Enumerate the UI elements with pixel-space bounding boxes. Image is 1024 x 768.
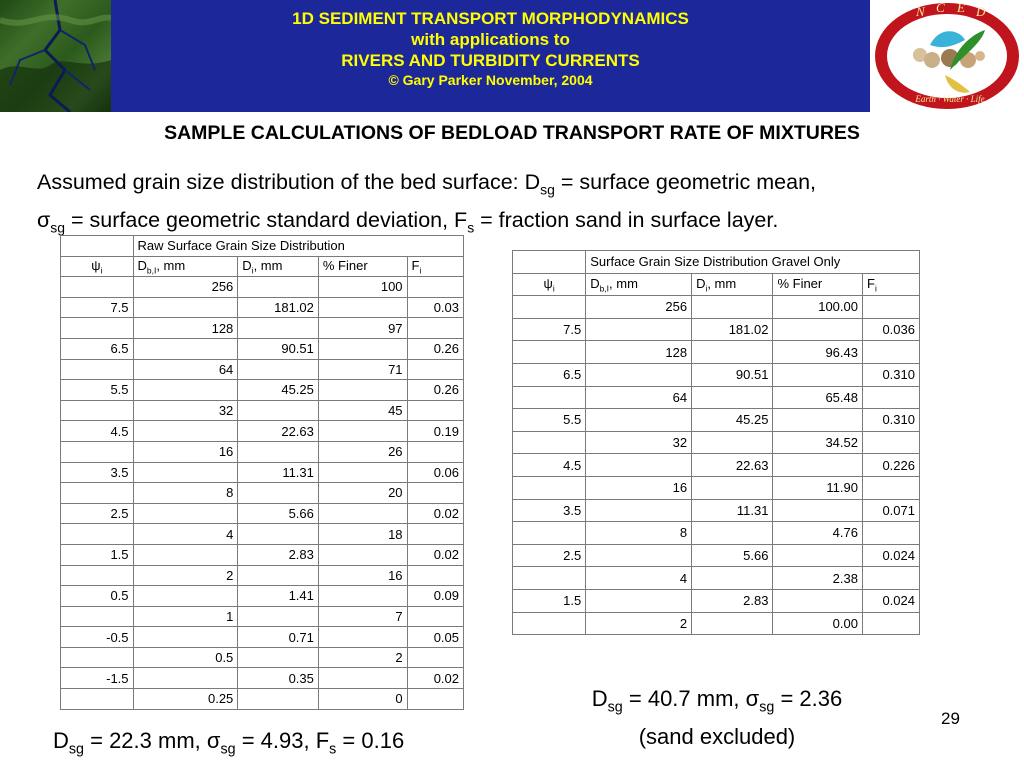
table-cell xyxy=(133,627,238,648)
logo-letter-n: N xyxy=(916,4,925,19)
table-cell: 0.5 xyxy=(61,586,134,607)
column-header xyxy=(773,273,863,296)
table-row xyxy=(61,586,464,607)
table-cell: 16 xyxy=(586,476,692,499)
column-header-main: F xyxy=(866,275,875,291)
table-cell xyxy=(238,359,319,380)
intro-part: = surface geometric mean, xyxy=(554,170,816,194)
table-cell xyxy=(692,386,773,409)
table-cell xyxy=(318,668,407,689)
table-cell xyxy=(61,236,134,257)
page-number: 29 xyxy=(941,709,960,728)
table-cell: 45.25 xyxy=(238,380,319,401)
table-cell: 32 xyxy=(133,400,238,421)
column-header-sub: b,I xyxy=(146,265,157,276)
table-cell: 90.51 xyxy=(238,338,319,359)
table-cell: 100 xyxy=(318,277,407,298)
table-cell xyxy=(238,524,319,545)
table-cell xyxy=(692,612,773,635)
table-cell xyxy=(692,341,773,364)
sigma-symbol: σ xyxy=(745,686,760,711)
table-cell xyxy=(862,476,919,499)
table-cell xyxy=(238,400,319,421)
table-cell: 16 xyxy=(318,565,407,586)
table-cell xyxy=(318,627,407,648)
table-cell: 5.5 xyxy=(61,380,134,401)
table-row xyxy=(61,668,464,689)
table-cell: 0 xyxy=(318,689,407,710)
intro-part: Assumed grain size distribution of the bed surface: D xyxy=(37,170,541,194)
intro-part: = surface geometric standard deviation, F xyxy=(65,208,468,233)
table-cell xyxy=(318,462,407,483)
column-header-main: % Finer xyxy=(777,275,823,291)
logo-letter-d: D xyxy=(976,4,986,19)
table-row xyxy=(61,627,464,648)
table-title-row xyxy=(513,251,920,274)
table-cell xyxy=(773,499,863,522)
table-cell xyxy=(407,565,463,586)
table-row xyxy=(513,431,920,454)
table-title-row xyxy=(61,236,464,257)
table-cell: 5.66 xyxy=(692,544,773,567)
table-row xyxy=(513,454,920,477)
table-row xyxy=(61,503,464,524)
banner-line-2: with applications to xyxy=(411,30,570,49)
intro-sub: sg xyxy=(50,219,66,236)
table-cell: 18 xyxy=(318,524,407,545)
sigma-symbol: σ xyxy=(37,208,51,233)
column-header-main: F xyxy=(411,257,420,273)
table-cell xyxy=(61,318,134,339)
table-title: Raw Surface Grain Size Distribution xyxy=(133,236,463,257)
table-cell: 2.38 xyxy=(773,567,863,590)
summary-note: (sand excluded) xyxy=(638,724,796,750)
table-cell: 7 xyxy=(318,606,407,627)
summary-sub: sg xyxy=(68,741,84,758)
table-cell: 20 xyxy=(318,483,407,504)
gravel-summary xyxy=(517,684,917,751)
table-header-row xyxy=(61,256,464,277)
table-row xyxy=(61,441,464,462)
table-cell: 45 xyxy=(318,400,407,421)
table-cell xyxy=(238,441,319,462)
table-cell: 4.5 xyxy=(513,454,586,477)
table-cell: 1.41 xyxy=(238,586,319,607)
table-cell xyxy=(61,359,134,380)
table-cell: 22.63 xyxy=(692,454,773,477)
table-row xyxy=(513,386,920,409)
table-cell xyxy=(318,421,407,442)
table-cell: 181.02 xyxy=(238,297,319,318)
table-cell: 2.83 xyxy=(692,589,773,612)
table-cell xyxy=(133,586,238,607)
column-header xyxy=(862,273,919,296)
table-cell xyxy=(133,380,238,401)
summary-sub: sg xyxy=(220,741,236,758)
table-row xyxy=(61,421,464,442)
table-cell: 0.05 xyxy=(407,627,463,648)
table-cell xyxy=(61,483,134,504)
column-header-tail: , mm xyxy=(253,257,283,273)
table-cell xyxy=(692,476,773,499)
column-header xyxy=(238,256,319,277)
table-cell xyxy=(513,522,586,545)
table-row xyxy=(61,606,464,627)
table-cell: 0.5 xyxy=(133,647,238,668)
table-cell: 97 xyxy=(318,318,407,339)
column-header-sub: i xyxy=(251,265,254,276)
summary-part: D xyxy=(591,686,608,711)
table-cell: 3.5 xyxy=(513,499,586,522)
table-cell xyxy=(692,431,773,454)
table-cell xyxy=(133,668,238,689)
table-cell xyxy=(318,338,407,359)
column-header-main: D xyxy=(590,275,600,291)
table-row xyxy=(513,318,920,341)
table-cell: 32 xyxy=(586,431,692,454)
table-cell xyxy=(407,483,463,504)
summary-part: = 22.3 mm, xyxy=(84,728,207,753)
raw-distribution-table xyxy=(60,235,464,710)
table-cell: 4.5 xyxy=(61,421,134,442)
table-cell: 256 xyxy=(133,277,238,298)
column-header-main: D xyxy=(242,257,252,273)
table-cell: 65.48 xyxy=(773,386,863,409)
table-row xyxy=(61,338,464,359)
column-header-tail: , mm xyxy=(156,257,186,273)
table-cell xyxy=(513,341,586,364)
table-cell: 0.09 xyxy=(407,586,463,607)
table-row xyxy=(61,359,464,380)
column-header-main: ψ xyxy=(91,257,101,273)
table-cell: 0.71 xyxy=(238,627,319,648)
table-cell xyxy=(407,441,463,462)
table-cell xyxy=(61,277,134,298)
table-cell xyxy=(773,363,863,386)
table-cell xyxy=(862,567,919,590)
table-cell xyxy=(133,421,238,442)
table-cell: 1.5 xyxy=(513,589,586,612)
table-cell xyxy=(318,586,407,607)
table-cell xyxy=(407,647,463,668)
table-cell: 7.5 xyxy=(513,318,586,341)
column-header xyxy=(318,256,407,277)
summary-part: = 0.16 xyxy=(336,728,405,753)
table-row xyxy=(513,476,920,499)
table-cell xyxy=(513,431,586,454)
table-cell xyxy=(238,647,319,668)
table-row xyxy=(513,341,920,364)
table-cell: 256 xyxy=(586,296,692,319)
satellite-delta-image xyxy=(0,0,111,112)
banner-title-block xyxy=(111,0,870,112)
table-cell: 0.071 xyxy=(862,499,919,522)
table-row xyxy=(513,544,920,567)
raw-summary xyxy=(53,728,404,757)
summary-part: = 40.7 mm, xyxy=(622,686,746,711)
table-row xyxy=(61,400,464,421)
column-header xyxy=(61,256,134,277)
table-cell xyxy=(61,606,134,627)
nced-logo xyxy=(870,0,1024,112)
table-cell: 90.51 xyxy=(692,363,773,386)
table-cell: 4 xyxy=(586,567,692,590)
table-cell: 0.02 xyxy=(407,668,463,689)
table-row xyxy=(61,565,464,586)
table-row xyxy=(61,297,464,318)
table-cell xyxy=(61,400,134,421)
column-header-main: D xyxy=(137,257,147,273)
table-cell: 2 xyxy=(318,647,407,668)
table-cell xyxy=(586,544,692,567)
column-header-sub: i xyxy=(874,283,877,294)
table-cell xyxy=(318,544,407,565)
table-row xyxy=(513,296,920,319)
table-cell xyxy=(862,612,919,635)
table-cell xyxy=(407,606,463,627)
table-cell: 3.5 xyxy=(61,462,134,483)
table-row xyxy=(61,462,464,483)
table-cell: 0.19 xyxy=(407,421,463,442)
column-header-sub: i xyxy=(100,265,103,276)
summary-part: = 2.36 xyxy=(774,686,843,711)
table-cell: 0.024 xyxy=(862,544,919,567)
table-cell xyxy=(407,524,463,545)
column-header xyxy=(586,273,692,296)
table-cell xyxy=(862,296,919,319)
table-cell xyxy=(133,338,238,359)
column-header-tail: , mm xyxy=(609,275,638,291)
table-cell: 2.5 xyxy=(61,503,134,524)
table-cell: 0.226 xyxy=(862,454,919,477)
table-cell: 5.66 xyxy=(238,503,319,524)
table-row xyxy=(61,380,464,401)
table-cell: 0.310 xyxy=(862,363,919,386)
column-header xyxy=(407,256,463,277)
table-cell: 2.83 xyxy=(238,544,319,565)
table-cell xyxy=(773,409,863,432)
table-row xyxy=(513,522,920,545)
table-cell: 7.5 xyxy=(61,297,134,318)
table-cell: 6.5 xyxy=(513,363,586,386)
table-row xyxy=(61,277,464,298)
table-title: Surface Grain Size Distribution Gravel Only xyxy=(586,251,920,274)
table-cell: 8 xyxy=(133,483,238,504)
table-cell: 0.02 xyxy=(407,503,463,524)
table-row xyxy=(513,589,920,612)
table-row xyxy=(61,647,464,668)
table-cell xyxy=(133,462,238,483)
table-cell xyxy=(692,522,773,545)
table-cell: 4 xyxy=(133,524,238,545)
table-cell: 6.5 xyxy=(61,338,134,359)
gravel-only-distribution-table xyxy=(512,250,920,635)
table-cell xyxy=(862,341,919,364)
table-cell xyxy=(407,318,463,339)
summary-sub: s xyxy=(329,741,337,758)
table-cell: 1.5 xyxy=(61,544,134,565)
table-cell xyxy=(407,359,463,380)
table-cell: 71 xyxy=(318,359,407,380)
table-cell xyxy=(513,386,586,409)
table-cell xyxy=(61,441,134,462)
table-cell: 0.35 xyxy=(238,668,319,689)
logo-motto: Earth · Water · Life xyxy=(915,94,985,104)
table-cell xyxy=(318,380,407,401)
table-cell xyxy=(238,277,319,298)
table-cell: 22.63 xyxy=(238,421,319,442)
column-header xyxy=(133,256,238,277)
logo-letter-c: C xyxy=(936,0,945,15)
table-cell xyxy=(61,565,134,586)
table-cell xyxy=(318,503,407,524)
table-cell: 0.06 xyxy=(407,462,463,483)
table-cell xyxy=(586,363,692,386)
intro-sub: s xyxy=(467,219,475,236)
slide-title: SAMPLE CALCULATIONS OF BEDLOAD TRANSPORT RATE OF MIXTURES xyxy=(164,122,860,144)
table-cell: 0.25 xyxy=(133,689,238,710)
table-row xyxy=(513,363,920,386)
table-cell: 11.90 xyxy=(773,476,863,499)
table-cell: 0.036 xyxy=(862,318,919,341)
table-cell: 128 xyxy=(586,341,692,364)
table-cell xyxy=(586,409,692,432)
column-header-sub: b,I xyxy=(599,283,610,294)
table-cell xyxy=(586,318,692,341)
table-cell xyxy=(862,522,919,545)
column-header-main: ψ xyxy=(543,275,553,291)
table-cell xyxy=(133,503,238,524)
table-row xyxy=(61,544,464,565)
table-cell: 2 xyxy=(133,565,238,586)
table-cell xyxy=(862,431,919,454)
column-header-main: % Finer xyxy=(322,257,368,273)
table-cell xyxy=(513,296,586,319)
table-cell: 8 xyxy=(586,522,692,545)
table-cell: 4.76 xyxy=(773,522,863,545)
table-cell: 64 xyxy=(133,359,238,380)
table-cell: 11.31 xyxy=(238,462,319,483)
table-cell xyxy=(133,297,238,318)
column-header-sub: i xyxy=(419,265,422,276)
table-row xyxy=(61,689,464,710)
table-cell xyxy=(407,277,463,298)
table-cell xyxy=(133,544,238,565)
logo-letter-e: E xyxy=(957,0,965,15)
column-header-sub: i xyxy=(705,283,708,294)
table-row xyxy=(513,567,920,590)
column-header-main: D xyxy=(696,275,706,291)
table-cell: 128 xyxy=(133,318,238,339)
sigma-symbol: σ xyxy=(206,728,221,753)
table-row xyxy=(61,483,464,504)
table-row xyxy=(513,499,920,522)
table-cell xyxy=(773,454,863,477)
table-cell: 11.31 xyxy=(692,499,773,522)
table-cell: 5.5 xyxy=(513,409,586,432)
intro-part: = fraction sand in surface layer. xyxy=(474,208,779,233)
table-cell: -0.5 xyxy=(61,627,134,648)
table-cell xyxy=(586,589,692,612)
column-header-sub: i xyxy=(552,283,555,294)
table-cell: 0.26 xyxy=(407,380,463,401)
table-cell xyxy=(513,251,586,274)
table-cell xyxy=(61,689,134,710)
table-cell xyxy=(407,689,463,710)
table-cell xyxy=(773,544,863,567)
table-cell xyxy=(513,567,586,590)
table-cell: 2 xyxy=(586,612,692,635)
table-cell: 0.024 xyxy=(862,589,919,612)
table-cell xyxy=(318,297,407,318)
table-cell: 45.25 xyxy=(692,409,773,432)
table-cell: 96.43 xyxy=(773,341,863,364)
summary-sub: sg xyxy=(759,699,775,716)
banner-line-3: RIVERS AND TURBIDITY CURRENTS xyxy=(341,51,640,70)
table-cell xyxy=(238,606,319,627)
table-cell xyxy=(238,689,319,710)
table-cell xyxy=(773,589,863,612)
table-cell xyxy=(238,565,319,586)
column-header xyxy=(692,273,773,296)
banner-line-1: 1D SEDIMENT TRANSPORT MORPHODYNAMICS xyxy=(292,9,689,28)
table-row xyxy=(513,612,920,635)
table-cell: 16 xyxy=(133,441,238,462)
table-cell: 0.00 xyxy=(773,612,863,635)
summary-part: = 4.93, F xyxy=(235,728,330,753)
table-cell xyxy=(773,318,863,341)
table-cell: 0.02 xyxy=(407,544,463,565)
table-cell xyxy=(513,476,586,499)
table-cell xyxy=(586,454,692,477)
table-cell xyxy=(513,612,586,635)
banner-copyright: © Gary Parker November, 2004 xyxy=(388,72,593,88)
table-cell: 0.26 xyxy=(407,338,463,359)
table-cell: -1.5 xyxy=(61,668,134,689)
table-cell xyxy=(586,499,692,522)
summary-part: D xyxy=(53,728,69,753)
table-cell xyxy=(238,483,319,504)
table-cell: 0.03 xyxy=(407,297,463,318)
table-cell xyxy=(692,567,773,590)
intro-text xyxy=(37,167,997,244)
table-cell: 26 xyxy=(318,441,407,462)
intro-sub: sg xyxy=(540,181,555,198)
summary-sub: sg xyxy=(607,699,623,716)
header-banner xyxy=(0,0,1024,112)
table-cell xyxy=(238,318,319,339)
table-row xyxy=(513,409,920,432)
table-cell: 34.52 xyxy=(773,431,863,454)
table-cell: 64 xyxy=(586,386,692,409)
table-cell: 181.02 xyxy=(692,318,773,341)
table-cell: 1 xyxy=(133,606,238,627)
table-row xyxy=(61,524,464,545)
table-cell: 2.5 xyxy=(513,544,586,567)
column-header-tail: , mm xyxy=(707,275,737,291)
table-cell xyxy=(61,524,134,545)
table-cell: 100.00 xyxy=(773,296,863,319)
column-header xyxy=(513,273,586,296)
table-header-row xyxy=(513,273,920,296)
table-cell xyxy=(862,386,919,409)
table-cell xyxy=(692,296,773,319)
table-cell: 0.310 xyxy=(862,409,919,432)
table-cell xyxy=(407,400,463,421)
table-row xyxy=(61,318,464,339)
table-cell xyxy=(61,647,134,668)
